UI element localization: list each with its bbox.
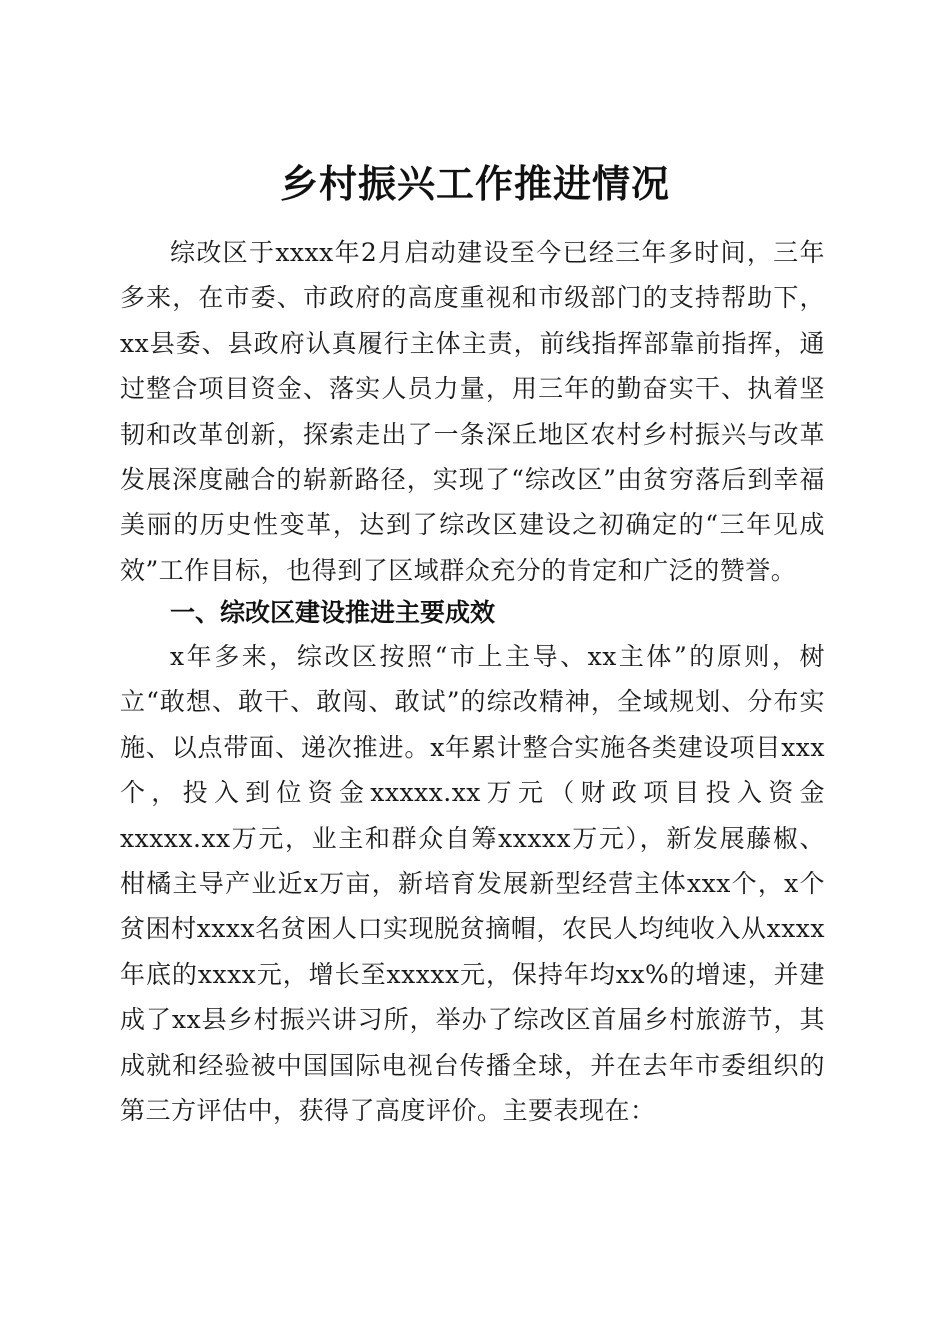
- intro-paragraph: 综改区于xxxx年2月启动建设至今已经三年多时间，三年多来，在市委、市政府的高度重视和市级部门的支持帮助下，xx县委、县政府认真履行主体主责，前线指挥部靠前指挥，通过整合项目资金、落实人员力量，用三年的勤奋实干、执着坚韧和改革创新，探索走出了一条深丘地区农村乡村振兴与改革发展深度融合的崭新路径，实现了“综改区”由贫穷落后到幸福美丽的历史性变革，达到了综改区建设之初确定的“三年见成效”工作目标，也得到了区域群众充分的肯定和广泛的赞誉。: [120, 238, 825, 585]
- document-title: 乡村振兴工作推进情况: [279, 161, 670, 207]
- section-paragraph: x年多来，综改区按照“市上主导、xx主体”的原则，树立“敢想、敢干、敢闯、敢试”的综改精神，全域规划、分布实施、以点带面、递次推进。x年累计整合实施各类建设项目xxx个，投入到位资金xxxxx.xx万元（财政项目投入资金xxxxx.xx万元，业主和群众自筹xxxxx万元），新发展藤椒、柑橘主导产业近x万亩，新培育发展新型经营主体xxx个，x个贫困村xxxx名贫困人口实现脱贫摘帽，农民人均纯收入从xxxx年底的xxxx元，增长至xxxxx元，保持年均xx%的增速，并建成了xx县乡村振兴讲习所，举办了综改区首届乡村旅游节，其成就和经验被中国国际电视台传播全球，并在去年市委组织的第三方评估中，获得了高度评价。主要表现在：: [120, 642, 825, 1126]
- section-heading: 一、综改区建设推进主要成效: [170, 598, 496, 627]
